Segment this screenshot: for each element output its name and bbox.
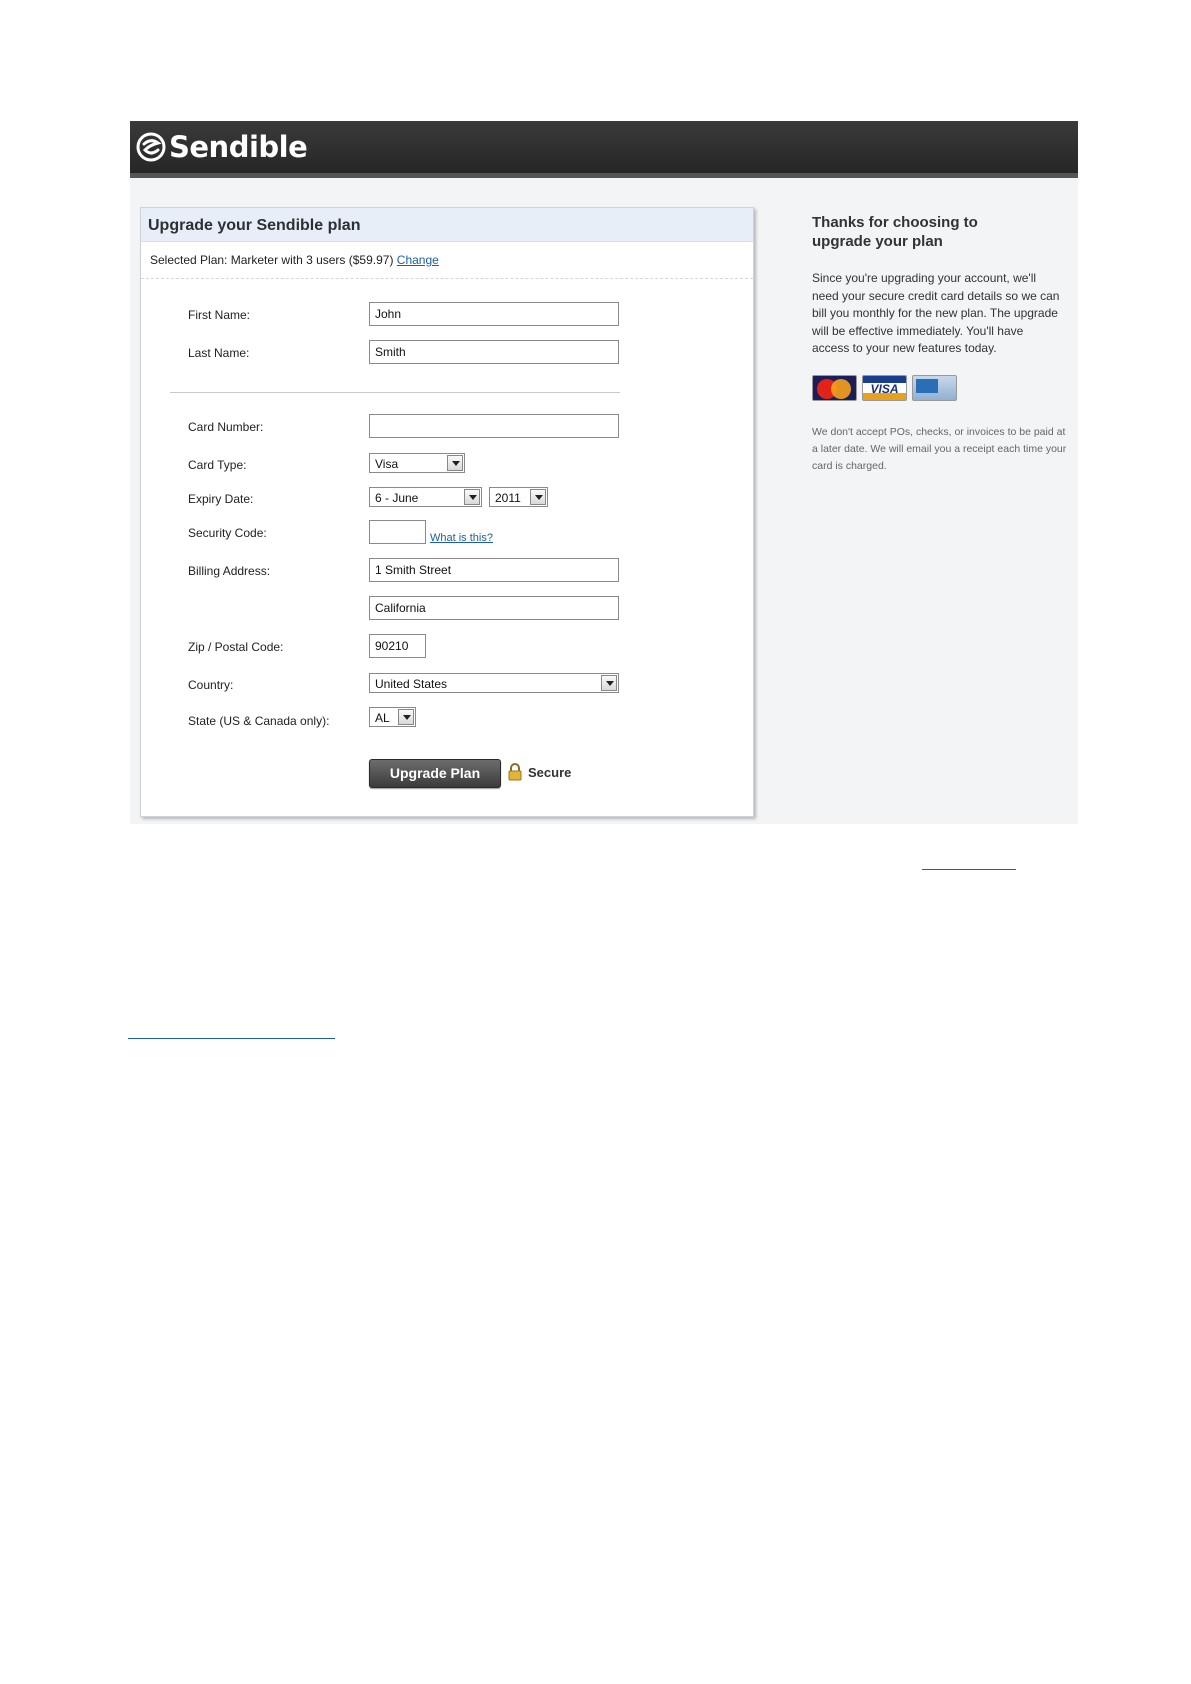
state-select[interactable] [369,707,416,727]
expiry-date-label: Expiry Date: [188,492,254,506]
country-select[interactable] [369,673,619,693]
expiry-year-value: 2011 [495,491,521,505]
zip-code-label: Zip / Postal Code: [188,640,284,654]
change-plan-link[interactable]: Change [396,253,439,267]
last-name-label: Last Name: [188,346,250,360]
mastercard-icon [812,375,857,401]
chevron-down-icon [601,675,617,691]
form-title: Upgrade your Sendible plan [148,217,361,234]
last-name-input[interactable] [369,340,619,364]
brand-name: Sendible [169,130,308,164]
card-type-label: Card Type: [188,458,247,472]
amex-icon [912,375,957,401]
app-header [130,121,1078,178]
link-underline[interactable] [922,869,1016,870]
first-name-label: First Name: [188,308,251,322]
country-label: Country: [188,678,234,692]
zip-code-input[interactable] [369,634,426,658]
upgrade-form-panel [140,207,754,817]
chevron-down-icon [464,489,480,505]
state-value: AL [375,711,390,725]
security-code-help-link[interactable]: What is this? [430,532,493,544]
visa-icon [862,375,907,401]
billing-address-line2-input[interactable] [369,596,619,620]
dashed-divider [141,278,753,279]
security-code-input[interactable] [369,520,426,544]
lock-icon [507,763,523,781]
upgrade-plan-button[interactable]: Upgrade Plan [369,759,501,788]
link-underline[interactable] [128,1038,335,1039]
security-code-label: Security Code: [188,526,267,540]
billing-address-label: Billing Address: [188,564,271,578]
sidebar-body: Since you're upgrading your account, we'll need your secure credit card details so we can bill you monthly for the new plan. The upgrade will be effective immediately. You'll have access to your new features today. [812,271,1060,355]
country-value: United States [375,677,448,691]
first-name-input[interactable] [369,302,619,326]
expiry-month-select[interactable] [369,487,482,507]
selected-plan [150,253,439,267]
billing-address-line1-input[interactable] [369,558,619,582]
chevron-down-icon [447,455,463,471]
chevron-down-icon [530,489,546,505]
section-divider [170,392,620,393]
selected-plan-text: Selected Plan: Marketer with 3 users ($59.97) [150,253,394,267]
card-number-label: Card Number: [188,420,264,434]
chevron-down-icon [398,709,414,725]
secure-label: Secure [528,765,572,780]
visa-text: VISA [870,382,899,396]
card-type-value: Visa [375,457,399,471]
state-label: State (US & Canada only): [188,714,330,728]
sendible-logo-icon [136,132,166,162]
screenshot-frame [130,121,1078,824]
accepted-cards [812,375,957,401]
card-type-select[interactable] [369,453,465,473]
sidebar-title: Thanks for choosing to upgrade your plan [812,214,978,250]
expiry-month-value: 6 - June [375,491,419,505]
sidebar-note: We don't accept POs, checks, or invoices to be paid at a later date. We will email you a receipt each time your card is charged. [812,426,1067,472]
brand-logo[interactable] [136,127,307,167]
card-number-input[interactable] [369,414,619,438]
expiry-year-select[interactable] [489,487,548,507]
